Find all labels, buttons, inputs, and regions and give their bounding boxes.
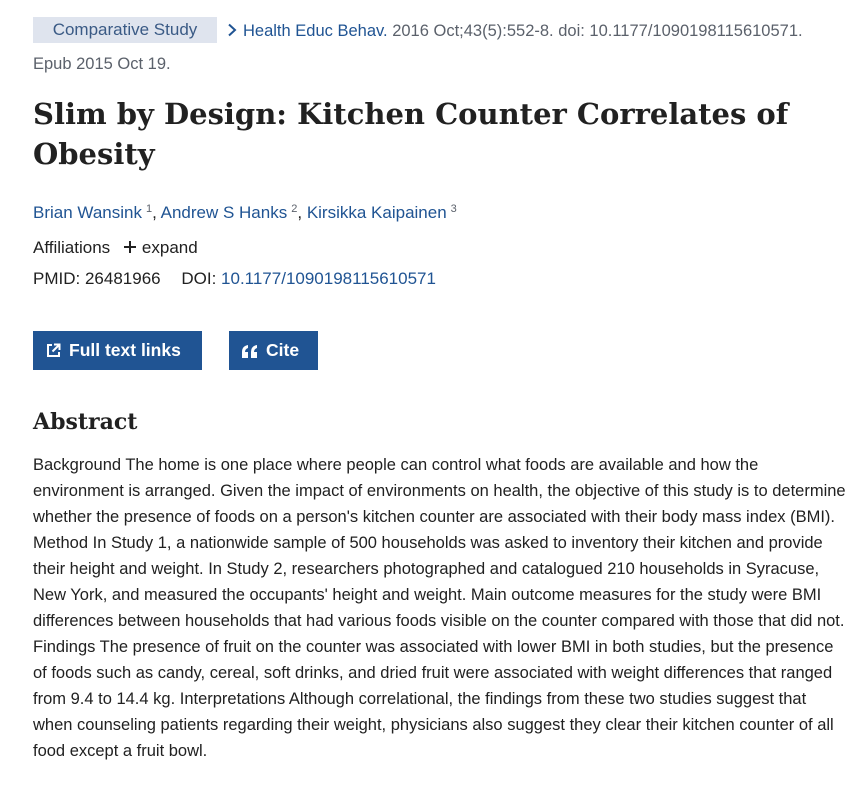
affiliation-ref[interactable]: 3 (450, 203, 457, 215)
doi-link[interactable]: 10.1177/1090198115610571 (221, 269, 436, 288)
pmid-label: PMID: (33, 269, 81, 288)
abstract-text: Background The home is one place where people can control what foods are available and how the environment is arranged. Given the impact of environments on health, the objective of this study is to determine whether the presence of foods on a person's kitchen counter are associated with their body mass index (BMI). Method In Study 1, a nationwide sample of 500 households was asked to inventory their kitchen and provide their height and weight. In Study 2, researchers photographed and catalogued 210 households in Syracuse, New York, and measured the occupants' height and weight. Main outcome measures for the study were BMI differences between households that had various foods visible on the counter compared with those that did not. Findings The presence of fruit on the counter was associated with lower BMI in both studies, but the presence of foods such as candy, cereal, soft drinks, and dried fruit were associated with weight differences that ranged from 9.4 to 14.4 kg. Interpretations Although correlational, the findings from these two studies suggest that when counseling patients regarding their weight, physicians also suggest they clear their kitchen counter of all food except a fruit bowl. (33, 456, 846, 760)
epub-date: Epub 2015 Oct 19. (33, 55, 171, 73)
publication-type-badge[interactable]: Comparative Study (33, 17, 217, 43)
chevron-right-icon (225, 23, 239, 37)
external-link-icon (46, 343, 61, 358)
affiliation-ref[interactable]: 1 (145, 203, 153, 215)
identifiers-row (33, 266, 436, 292)
affiliation-ref[interactable]: 2 (291, 203, 298, 215)
cite-label: Cite (266, 340, 300, 360)
affiliations-label: Affiliations (33, 238, 111, 257)
author-link[interactable]: Brian Wansink (33, 203, 142, 222)
author-list: Brian Wansink $^1$, Andrew S Hanks $^2$, Kirsikka Kaipainen $^3$ (33, 203, 457, 222)
cite-button[interactable] (229, 331, 318, 370)
journal-citation (225, 19, 803, 43)
article-title: Slim by Design: Kitchen Counter Correlates of Obesity (33, 97, 789, 171)
quote-icon (242, 345, 258, 358)
abstract-heading: Abstract (33, 409, 138, 435)
plus-icon (123, 240, 137, 254)
citation-details: 2016 Oct;43(5):552-8. doi: 10.1177/1090198115610571. (387, 22, 803, 40)
pmid-value: 26481966 (84, 269, 161, 288)
affiliations-expand-toggle[interactable] (123, 238, 198, 257)
author-link[interactable]: Kirsikka Kaipainen (306, 203, 447, 222)
author-link[interactable]: Andrew S Hanks (160, 203, 288, 222)
affiliations-row (33, 235, 198, 261)
journal-link[interactable]: Health Educ Behav. (243, 22, 388, 40)
full-text-links-label: Full text links (69, 340, 181, 360)
expand-label: expand (141, 238, 198, 257)
doi-label: DOI: (181, 269, 217, 288)
full-text-links-button[interactable] (33, 331, 202, 370)
